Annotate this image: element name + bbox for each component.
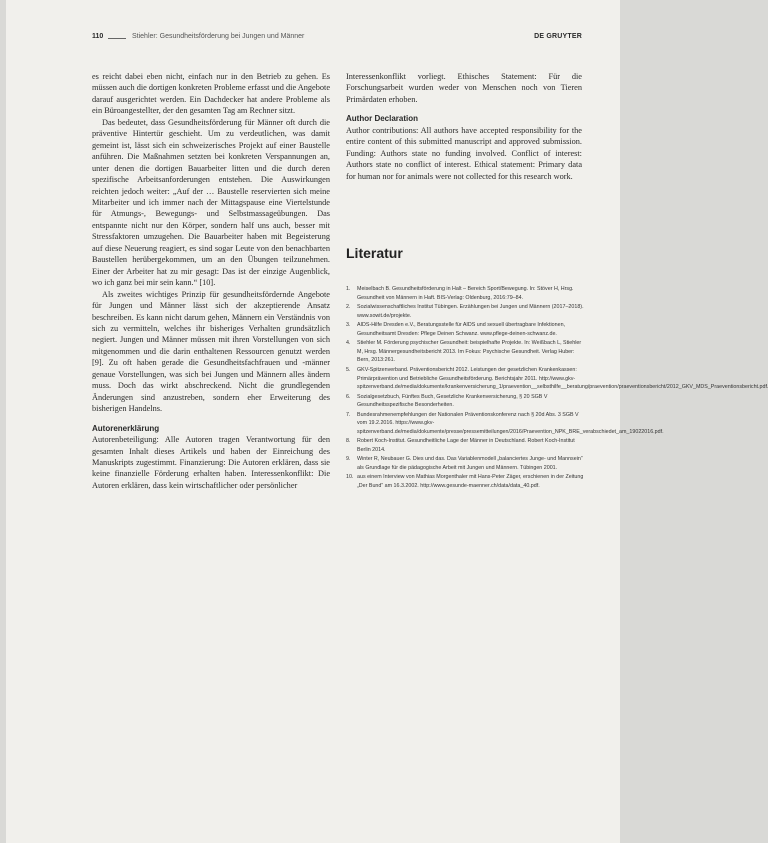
paragraph: es reicht dabei eben nicht, einfach nur in den Betrieb zu gehen. Es müssen auch die dortigen konkreten Probleme erfasst und die Angebote darauf ausgerichtet werden. Ein Dachdecker hat andere Probleme als ein Büroangestellter, der den gesamten Tag am Rechner sitzt. — [92, 72, 331, 116]
literature-heading: Literatur — [346, 245, 403, 261]
reference-item — [346, 393, 586, 410]
reference-text: Bundesrahmenempfehlungen der Nationalen Präventionskonferenz nach § 20d Abs. 3 SGB V vom 19.2.2016. https://www.gkv-spitzenverband.de/media/dokumente/presse/pressemitteilungen/2016/Praevention_NPK_BRE_verabschiedet_am_19022016.pdf. — [357, 411, 664, 435]
section-heading: Autorenerklärung — [92, 423, 160, 433]
reference-item — [346, 339, 586, 365]
publisher-logo: DE GRUYTER — [534, 33, 582, 40]
reference-text: Winter R, Neubauer G. Dies und das. Das Variablenmodell „balanciertes Junge- und Mannsein“ als Grundlage für die pädagogische Arbeit mit Jungen und Männern. Tübingen 2001. — [357, 456, 583, 471]
section-heading: Author Declaration — [346, 114, 419, 124]
reference-number: 6. — [346, 393, 351, 400]
paragraph: Interessenkonflikt vorliegt. Ethisches Statement: Für die Forschungsarbeit wurden weder von Menschen noch von Tieren Primärdaten erhoben. — [346, 72, 582, 104]
reference-number: 7. — [346, 411, 351, 418]
reference-item — [346, 285, 586, 302]
paragraph: Als zweites wichtiges Prinzip für gesundheitsfördernde Angebote für Jungen und Männer lässt sich der akzeptierende Ansatz beschreiben. Es kann nicht darum gehen, Männern ein Verständnis von sich zu vermitteln, welches ihr bisheriges Verhalten grundsätzlich negiert. Jungen und Männer müssen mit ihren Vorstellungen von sich mitgenommen und die darin enthaltenen Ressourcen genutzt werden [9]. Zu oft haben gerade die Gesundheitsfachfrauen und -männer genaue Vorstellungen, was sich bei Jungen und Männern alles ändern muss. Doch das wirkt abschreckend. Nicht die grundlegenden Änderungen sind anzustreben, sondern eher Erweiterung des bisherigen Handelns. — [92, 289, 330, 414]
reference-number: 2. — [346, 304, 351, 311]
reference-item — [346, 473, 586, 490]
header-rule — [108, 38, 126, 39]
paragraph: Author contributions: All authors have accepted responsibility for the entire content of this submitted manuscript and approved submission. Funding: Authors state no funding involved. Conflict of interest: Authors state no conflict of interest. Ethical statement: Primary data for human nor for animals were not collected for this research work. — [346, 125, 582, 181]
running-header — [92, 33, 582, 45]
reference-text: Sozialwissenschaftliches Institut Tübingen. Erzählungen bei Jungen und Männern (2017–2018). www.sowit.de/projekte. — [357, 304, 584, 319]
reference-number: 9. — [346, 456, 351, 463]
left-column — [92, 71, 330, 491]
right-column — [346, 71, 582, 182]
reference-text: Sozialgesetzbuch, Fünftes Buch, Gesetzliche Krankenversicherung, § 20 SGB V Gesundheitsspezifische Besonderheiten. — [357, 393, 548, 409]
reference-item — [346, 437, 586, 454]
reference-text: Robert Koch-Institut. Gesundheitliche Lage der Männer in Deutschland. Robert Koch-Institut Berlin 2014. — [357, 438, 575, 453]
reference-number: 1. — [346, 286, 351, 292]
reference-item — [346, 455, 586, 472]
paragraph: Das bedeutet, dass Gesundheitsförderung für Männer oft durch die präventive Hintertür geschieht. Um zu verdeutlichen, was damit gemeint ist, lässt sich ein schweizerisches Projekt auf einer Baustelle anführen. Die Maßnahmen setzten bei konkreten Verspannungen an, unter denen die dortigen Bauarbeiter litten und die durch deren spezifische Arbeitsanforderungen entstehen. Die Auswirkungen reichten jedoch weiter: „Auf der … Baustelle reservierten sich meine Mitarbeiter und ich immer nach der Mittagspause eine Viertelstunde für Atmungs-, Bewegungs- und Selbstmassageübungen. Das entspannte nicht nur den Körper, sondern half uns auch, besser mit Stressfaktoren umzugehen. Die Bauarbeiter haben mit Begeisterung auf diese Neuerung reagiert, es sind sogar Leute von den benachbarten Baustellen herübergekommen, um an den Übungen teilzunehmen. Einer der Arbeiter hat zu mir gesagt: Das ist der einzige Augenblick, wo ich ganz bei mir sein kann.“ [10]. — [92, 117, 330, 288]
reference-item — [346, 411, 664, 437]
reference-number: 5. — [346, 366, 351, 373]
reference-text: aus einem Interview von Mathias Morgenthaler mit Hans-Peter Zäger, erschienen in der Zeitung „Der Bund“ am 16.3.2002. http://www.gesunde-maenner.ch/data/data_40.pdf. — [357, 474, 584, 490]
reference-text: Stiehler M. Förderung psychischer Gesundheit: beispielhafte Projekte. In: Weißbach L, Stiehler M, Hrsg. Männergesundheitsbericht 2013. Im Fokus: Psychische Gesundheit. Verlag Huber: Bern, 2013:261. — [357, 340, 582, 364]
reference-text: Meiselbach B. Gesundheitsförderung in Halt – Bereich Sport/Bewegung. In: Stöver H, Hrsg. Gesundheit von Männern in Haft. BIS-Verlag: Oldenburg, 2016:79–84. — [357, 286, 574, 301]
reference-item — [346, 321, 586, 338]
reference-number: 3. — [346, 322, 351, 329]
reference-list — [346, 285, 768, 492]
reference-number: 4. — [346, 340, 351, 347]
reference-number: 10. — [346, 474, 354, 481]
reference-text: AIDS-Hilfe Dresden e.V., Beratungsstelle für AIDS und sexuell übertragbare Infektionen, Gesundheitsamt Dresden: Pflege Deinen Schwanz. www.pflege-deinen-schwanz.de. — [357, 322, 566, 337]
running-title: Stiehler: Gesundheitsförderung bei Jungen und Männer — [132, 33, 305, 40]
reference-text: GKV-Spitzenverband. Präventionsbericht 2012. Leistungen der gesetzlichen Krankenkassen: Primärprävention und Betriebliche Gesundheitsförderung. Berichtsjahr 2011. http://www.gkv-spitzenverband.de/media/dokumente/krankenversicherung_1/praevention__selbsthilfe__beratung/praevention/praeventionsbericht/2012_GKV_MDS_Praeventionsbericht.pdf. — [357, 366, 768, 391]
reference-item — [346, 366, 768, 392]
page-number: 110 — [92, 33, 104, 40]
reference-number: 8. — [346, 438, 351, 445]
paragraph: Autorenbeteiligung: Alle Autoren tragen Verantwortung für den gesamten Inhalt dieses Artikels und haben der Einreichung des Manuskripts zugestimmt. Finanzierung: Die Autoren erklären, dass sie keine finanzielle Förderung erhalten haben. Interessenkonflikt: Die Autoren erklären, dass kein wirtschaftlicher oder persönlicher — [92, 435, 330, 490]
reference-item — [346, 303, 586, 320]
